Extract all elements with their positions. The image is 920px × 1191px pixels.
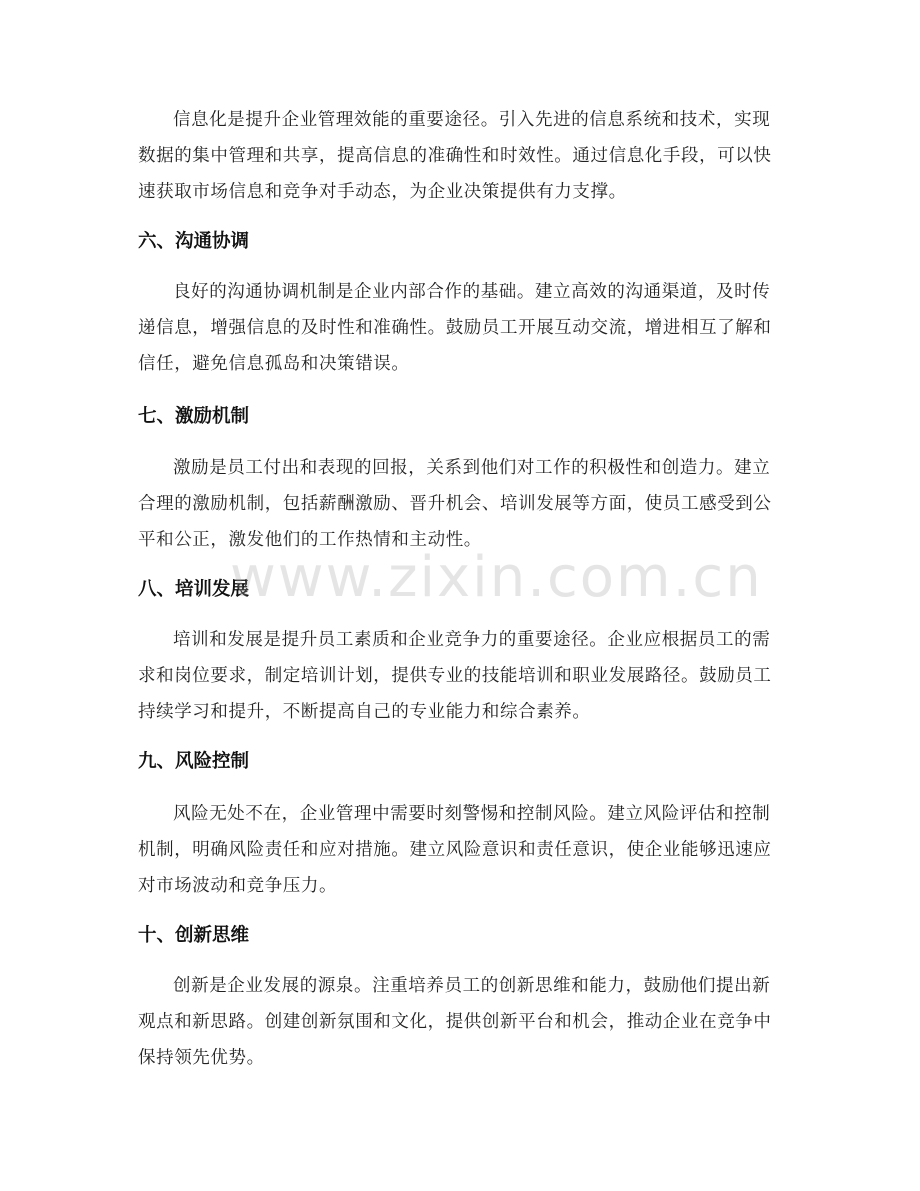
intro-paragraph: 信息化是提升企业管理效能的重要途径。引入先进的信息系统和技术，实现数据的集中管理和共享，提高信息的准确性和时效性。通过信息化手段，可以快速获取市场信息和竞争对手动态，为企业决策提供有力支撑。 [138, 110, 772, 202]
section-heading-communication: 六、沟通协调 [138, 231, 250, 252]
section-paragraph-innovation: 创新是企业发展的源泉。注重培养员工的创新思维和能力，鼓励他们提出新观点和新思路。创建创新氛围和文化，提供创新平台和机会，推动企业在竞争中保持领先优势。 [138, 976, 772, 1068]
section-heading-incentive: 七、激励机制 [138, 406, 250, 427]
section-heading-risk: 九、风险控制 [138, 751, 250, 772]
section-heading-innovation: 十、创新思维 [138, 925, 250, 946]
section-paragraph-training: 培训和发展是提升员工素质和企业竞争力的重要途径。企业应根据员工的需求和岗位要求，制定培训计划，提供专业的技能培训和职业发展路径。鼓励员工持续学习和提升，不断提高自己的专业能力和综合素养。 [138, 630, 772, 722]
section-paragraph-communication: 良好的沟通协调机制是企业内部合作的基础。建立高效的沟通渠道，及时传递信息，增强信息的及时性和准确性。鼓励员工开展互动交流，增进相互了解和信任，避免信息孤岛和决策错误。 [138, 282, 772, 374]
section-heading-training: 八、培训发展 [138, 579, 250, 600]
section-paragraph-incentive: 激励是员工付出和表现的回报，关系到他们对工作的积极性和创造力。建立合理的激励机制，包括薪酬激励、晋升机会、培训发展等方面，使员工感受到公平和公正，激发他们的工作热情和主动性。 [138, 458, 772, 550]
section-paragraph-risk: 风险无处不在，企业管理中需要时刻警惕和控制风险。建立风险评估和控制机制，明确风险责任和应对措施。建立风险意识和责任意识，使企业能够迅速应对市场波动和竞争压力。 [138, 804, 772, 896]
watermark: www.zixin.com.cn [230, 545, 763, 610]
